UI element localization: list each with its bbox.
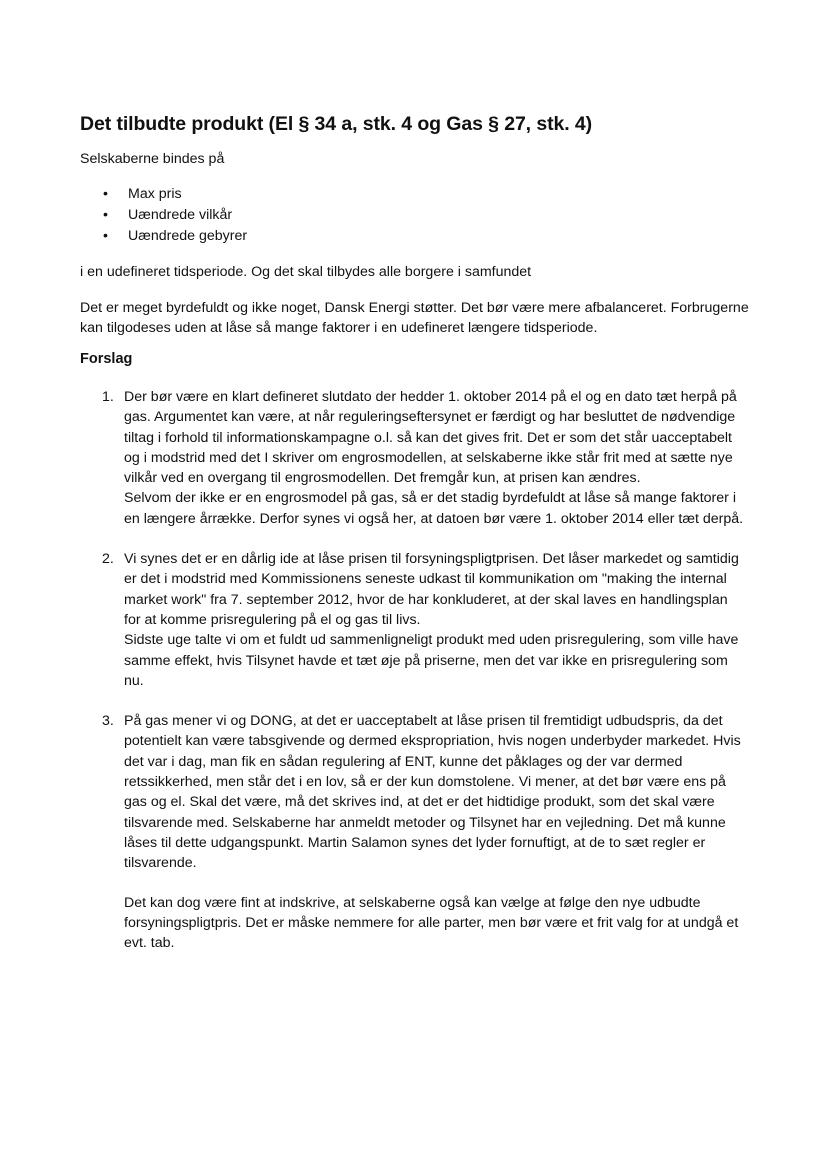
proposal-number: 3. [102, 713, 114, 730]
bullet-icon: • [103, 207, 108, 223]
bullet-item: • Uændrede vilkår [100, 205, 247, 226]
proposal-paragraph: Sidste uge talte vi om et fuldt ud sammenligneligt produkt med uden prisregulering, som ville have samme effekt, hvis Tilsynet havde et tæt øje på priserne, men det var ikke en prisregulering som nu. [124, 632, 739, 689]
proposal-item-2 [96, 549, 746, 691]
proposal-paragraph: Der bør være en klart defineret slutdato der hedder 1. oktober 2014 på el og en dato tæt herpå på gas. Argumentet kan være, at når reguleringseftersynet er færdigt og har besluttet de nødvendige tiltag i forhold til informationskampagne o.l. så kan det gives frit. Det er som det står uacceptabelt og i modstrid med det I skriver om engrosmodellen, at selskaberne ikke står frit med at sætte nye vilkår ved en overgang til engrosmodellen. Det fremgår kun, at prisen kan ændres. [124, 389, 737, 487]
bullet-item: • Max pris [100, 184, 247, 205]
section-heading: Det tilbudte produkt (El § 34 a, stk. 4 og Gas § 27, stk. 4) [80, 113, 592, 135]
proposal-number: 1. [102, 389, 114, 405]
opinion-paragraph: Det er meget byrdefuldt og ikke noget, Dansk Energi støtter. Det bør være mere afbalanceret. Forbrugerne kan tilgodeses uden at låse så mange faktorer i en udefineret længere tidsperiode. [80, 300, 749, 337]
proposal-item-3 [96, 711, 746, 953]
bullet-icon: • [103, 228, 108, 244]
proposal-paragraph: På gas mener vi og DONG, at det er uacceptabelt at låse prisen til fremtidigt udbudspris, da det potentielt kan være tabsgivende og dermed ekspropriation, hvis nogen underbyder markedet. Hvis det var i dag, man fik en sådan regulering af ENT, kunne det påklages og der var dermed retssikkerhed, men står det i en lov, så er der kun domstolene. Vi mener, at det bør være ens på gas og el. Skal det være, må det skrives ind, at det er det hidtidige produkt, som det skal være tilsvarende med. Selskaberne har anmeldt metoder og Tilsynet har en vejledning. Det må kunne låses til dette udgangspunkt. Martin Salamon synes det lyder fornuftigt, at de to sæt regler er tilsvarende. [124, 713, 741, 872]
bullet-list [100, 184, 247, 247]
proposal-paragraph: Det kan dog være fint at indskrive, at selskaberne også kan vælge at følge den nye udbudte forsyningspligtpris. Det er måske nemmere for alle parter, men bør være et frit valg for at undgå et evt. tab. [124, 894, 739, 952]
proposal-paragraph: Vi synes det er en dårlig ide at låse prisen til forsyningspligtprisen. Det låser markedet og samtidig er det i modstrid med Kommissionens seneste udkast til kommunikation om "making the internal market work" fra 7. september 2012, hvor de har konkluderet, at der skal laves en handlingsplan for at komme prisregulering på el og gas til livs. [124, 551, 739, 628]
bullet-icon: • [103, 186, 108, 202]
proposal-item-1 [96, 387, 746, 529]
bullet-item: • Uændrede gebyrer [100, 226, 247, 247]
proposal-list [96, 387, 746, 973]
forslag-heading: Forslag [80, 351, 133, 367]
proposal-number: 2. [102, 551, 114, 568]
proposal-paragraph: Selvom der ikke er en engrosmodel på gas, så er det stadig byrdefuldt at låse så mange faktorer i en længere årrække. Derfor synes vi også her, at datoen bør være 1. oktober 2014 eller tæt derpå. [124, 490, 744, 527]
period-text: i en udefineret tidsperiode. Og det skal tilbydes alle borgere i samfundet [80, 264, 532, 280]
intro-text: Selskaberne bindes på [80, 151, 225, 167]
